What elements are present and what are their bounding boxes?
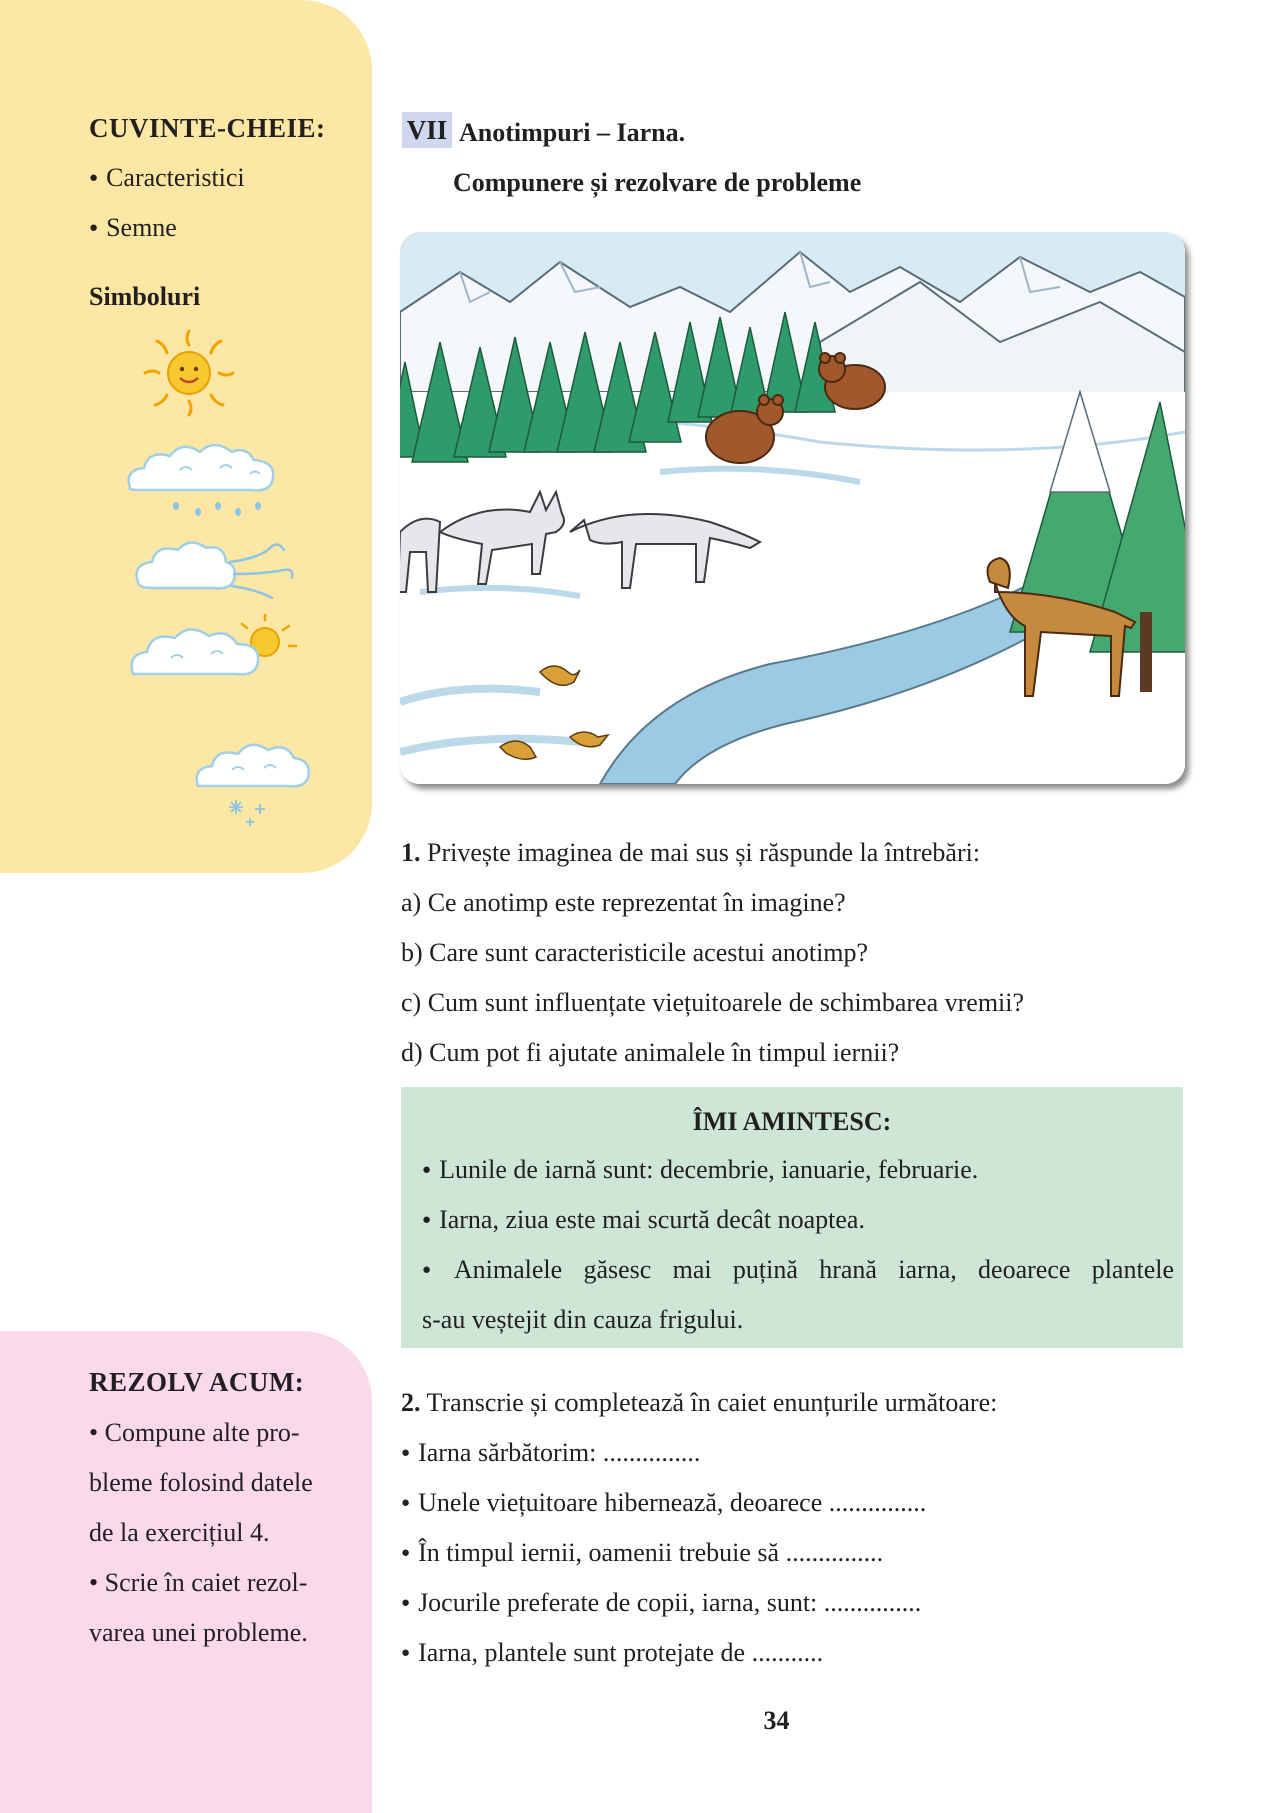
solve-now-line: • Scrie în caiet rezol-	[89, 1568, 308, 1597]
wind-cloud-icon	[130, 532, 300, 602]
remember-line: ● Animalele găsesc mai puțină hrană iarna, deoarece plantele	[422, 1255, 1174, 1285]
exercise-2-item: ● Iarna sărbătorim: ...............	[401, 1438, 700, 1468]
exercise-1-prompt	[401, 838, 980, 868]
exercise-2-item: ● Jocurile preferate de copii, iarna, sunt: ...............	[401, 1588, 921, 1618]
exercise-1-prompt-text: Privește imaginea de mai sus și răspunde la întrebări:	[427, 838, 981, 867]
snow-cloud-icon	[192, 742, 316, 832]
symbols-title: Simboluri	[89, 282, 201, 311]
keyword-item: ● Semne	[89, 213, 177, 243]
remember-line: ● Iarna, ziua este mai scurtă decât noaptea.	[422, 1205, 1174, 1235]
chapter-badge: VII	[402, 112, 452, 148]
solve-now-line: varea unei probleme.	[89, 1618, 308, 1647]
exercise-1-number: 1.	[401, 838, 421, 867]
exercise-1-question-b: b) Care sunt caracteristicile acestui anotimp?	[401, 938, 869, 967]
chapter-subtitle: Compunere și rezolvare de probleme	[453, 168, 862, 197]
keywords-title: CUVINTE-CHEIE:	[89, 113, 326, 143]
exercise-2-item: ● În timpul iernii, oamenii trebuie să ...............	[401, 1538, 883, 1568]
keyword-item: ● Caracteristici	[89, 163, 245, 193]
exercise-1-question-a: a) Ce anotimp este reprezentat în imagine?	[401, 888, 846, 917]
solve-now-line: de la exercițiul 4.	[89, 1518, 270, 1547]
exercise-2-prompt-text: Transcrie și completează în caiet enunțurile următoare:	[426, 1388, 998, 1417]
exercise-2-item: ● Unele viețuitoare hibernează, deoarece ...............	[401, 1488, 926, 1518]
exercise-2-prompt	[401, 1388, 997, 1418]
sun-cloud-icon	[127, 614, 297, 694]
solve-now-title: REZOLV ACUM:	[89, 1367, 305, 1397]
exercise-1-question-c: c) Cum sunt influențate viețuitoarele de schimbarea vremii?	[401, 988, 1025, 1017]
solve-now-line: bleme folosind datele	[89, 1468, 313, 1497]
remember-line: s-au veștejit din cauza frigului.	[422, 1305, 744, 1334]
rain-cloud-icon	[120, 440, 300, 520]
exercise-2-number: 2.	[401, 1388, 421, 1417]
remember-box	[401, 1087, 1183, 1348]
remember-title: ÎMI AMINTESC:	[692, 1107, 892, 1136]
winter-landscape-illustration	[400, 232, 1185, 784]
exercise-2-item: ● Iarna, plantele sunt protejate de ...........	[401, 1638, 823, 1668]
exercise-1-question-d: d) Cum pot fi ajutate animalele în timpul iernii?	[401, 1038, 900, 1067]
remember-line: ● Lunile de iarnă sunt: decembrie, ianuarie, februarie.	[422, 1155, 1174, 1185]
solve-now-line: • Compune alte pro-	[89, 1418, 300, 1447]
chapter-title: Anotimpuri – Iarna.	[459, 118, 686, 147]
sun-icon	[133, 325, 245, 421]
page-number: 34	[763, 1706, 790, 1735]
